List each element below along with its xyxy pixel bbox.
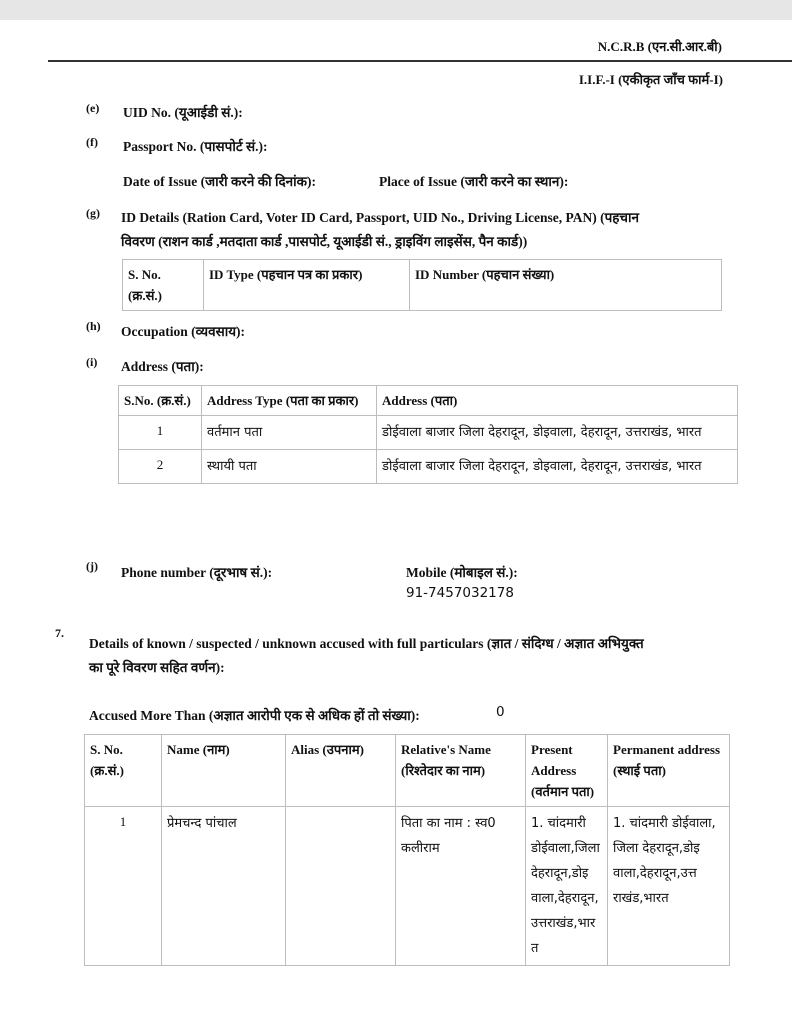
accused-row-name: प्रेमचन्द पांचाल bbox=[162, 807, 286, 966]
accused-row-permanent-address: 1. चांदमारी डोईवाला,जिला देहरादून,डोइवाला,देहरादून,उत्तराखंड,भारत bbox=[608, 807, 730, 966]
occupation-label: Occupation (व्यवसाय): bbox=[121, 324, 246, 339]
header-rule bbox=[48, 60, 792, 62]
accused-row-present-address: 1. चांदमारी डोईवाला,जिला देहरादून,डोइवाला,देहरादून,उत्तराखंड,भारत bbox=[526, 807, 608, 966]
accused-more-value: 0 bbox=[496, 704, 505, 720]
section-h-key: (h) bbox=[86, 319, 101, 333]
table-row bbox=[119, 416, 738, 450]
address-table bbox=[118, 385, 738, 484]
header-form: I.I.F.-I (एकीकृत जाँच फार्म-I) bbox=[578, 72, 723, 87]
addr-row-type: वर्तमान पता bbox=[202, 416, 377, 450]
place-of-issue-label: Place of Issue (जारी करने का स्थान): bbox=[379, 174, 569, 189]
addr-col-type: Address Type (पता का प्रकार) bbox=[202, 386, 377, 416]
id-col-type: ID Type (पहचान पत्र का प्रकार) bbox=[204, 260, 410, 311]
section-7-title-line2: का पूरे विवरण सहित वर्णन): bbox=[89, 660, 225, 675]
accused-col-name: Name (नाम) bbox=[162, 735, 286, 807]
passport-label: Passport No. (पासपोर्ट सं.): bbox=[123, 139, 268, 154]
mobile-label: Mobile (मोबाइल सं.): bbox=[406, 565, 518, 580]
accused-table bbox=[84, 734, 730, 966]
section-e-key: (e) bbox=[86, 101, 100, 115]
addr-col-address: Address (पता) bbox=[377, 386, 738, 416]
accused-row-alias bbox=[286, 807, 396, 966]
addr-col-sno: S.No. (क्र.सं.) bbox=[119, 386, 202, 416]
accused-col-relative: Relative's Name (रिश्तेदार का नाम) bbox=[396, 735, 526, 807]
accused-row-sno: 1 bbox=[85, 807, 162, 966]
accused-col-present: Present Address (वर्तमान पता) bbox=[526, 735, 608, 807]
accused-col-alias: Alias (उपनाम) bbox=[286, 735, 396, 807]
mobile-value: 91-7457032178 bbox=[406, 585, 514, 601]
address-label: Address (पता): bbox=[121, 359, 204, 374]
section-i-key: (i) bbox=[86, 355, 98, 369]
section-7-number: 7. bbox=[55, 626, 64, 640]
id-details-label-line2: विवरण (राशन कार्ड ,मतदाता कार्ड ,पासपोर्ट, यूआईडी सं., ड्राइविंग लाइसेंस, पैन कार्ड)) bbox=[121, 234, 528, 249]
phone-label: Phone number (दूरभाष सं.): bbox=[121, 565, 273, 580]
table-header-row bbox=[85, 735, 730, 807]
header-org: N.C.R.B (एन.सी.आर.बी) bbox=[597, 39, 722, 54]
addr-row-sno: 2 bbox=[119, 450, 202, 484]
id-details-label-line1: ID Details (Ration Card, Voter ID Card, Passport, UID No., Driving License, PAN) (पहचान bbox=[121, 210, 639, 225]
accused-col-sno: S. No. (क्र.सं.) bbox=[85, 735, 162, 807]
table-row bbox=[85, 807, 730, 966]
section-j-key: (j) bbox=[86, 559, 98, 573]
section-7-title-line1: Details of known / suspected / unknown accused with full particulars (ज्ञात / संदिग्ध / अज्ञात अभियुक्त bbox=[89, 636, 644, 651]
addr-row-address: डोईवाला बाजार जिला देहरादून, डोइवाला, देहरादून, उत्तराखंड, भारत bbox=[377, 416, 738, 450]
date-of-issue-label: Date of Issue (जारी करने की दिनांक): bbox=[123, 174, 317, 189]
accused-row-relative: पिता का नाम : स्व0 कलीराम bbox=[396, 807, 526, 966]
section-g-key: (g) bbox=[86, 206, 100, 220]
section-f-key: (f) bbox=[86, 135, 98, 149]
id-details-table bbox=[122, 259, 722, 311]
top-bar bbox=[0, 0, 792, 20]
table-header-row bbox=[119, 386, 738, 416]
accused-more-label: Accused More Than (अज्ञात आरोपी एक से अधिक हों तो संख्या): bbox=[89, 708, 420, 723]
addr-row-type: स्थायी पता bbox=[202, 450, 377, 484]
id-col-sno: S. No. (क्र.सं.) bbox=[123, 260, 204, 311]
id-col-number: ID Number (पहचान संख्या) bbox=[410, 260, 722, 311]
addr-row-sno: 1 bbox=[119, 416, 202, 450]
table-row bbox=[119, 450, 738, 484]
accused-col-permanent: Permanent address (स्थाई पता) bbox=[608, 735, 730, 807]
uid-label: UID No. (यूआईडी सं.): bbox=[123, 105, 243, 120]
addr-row-address: डोईवाला बाजार जिला देहरादून, डोइवाला, देहरादून, उत्तराखंड, भारत bbox=[377, 450, 738, 484]
table-header-row bbox=[123, 260, 722, 311]
